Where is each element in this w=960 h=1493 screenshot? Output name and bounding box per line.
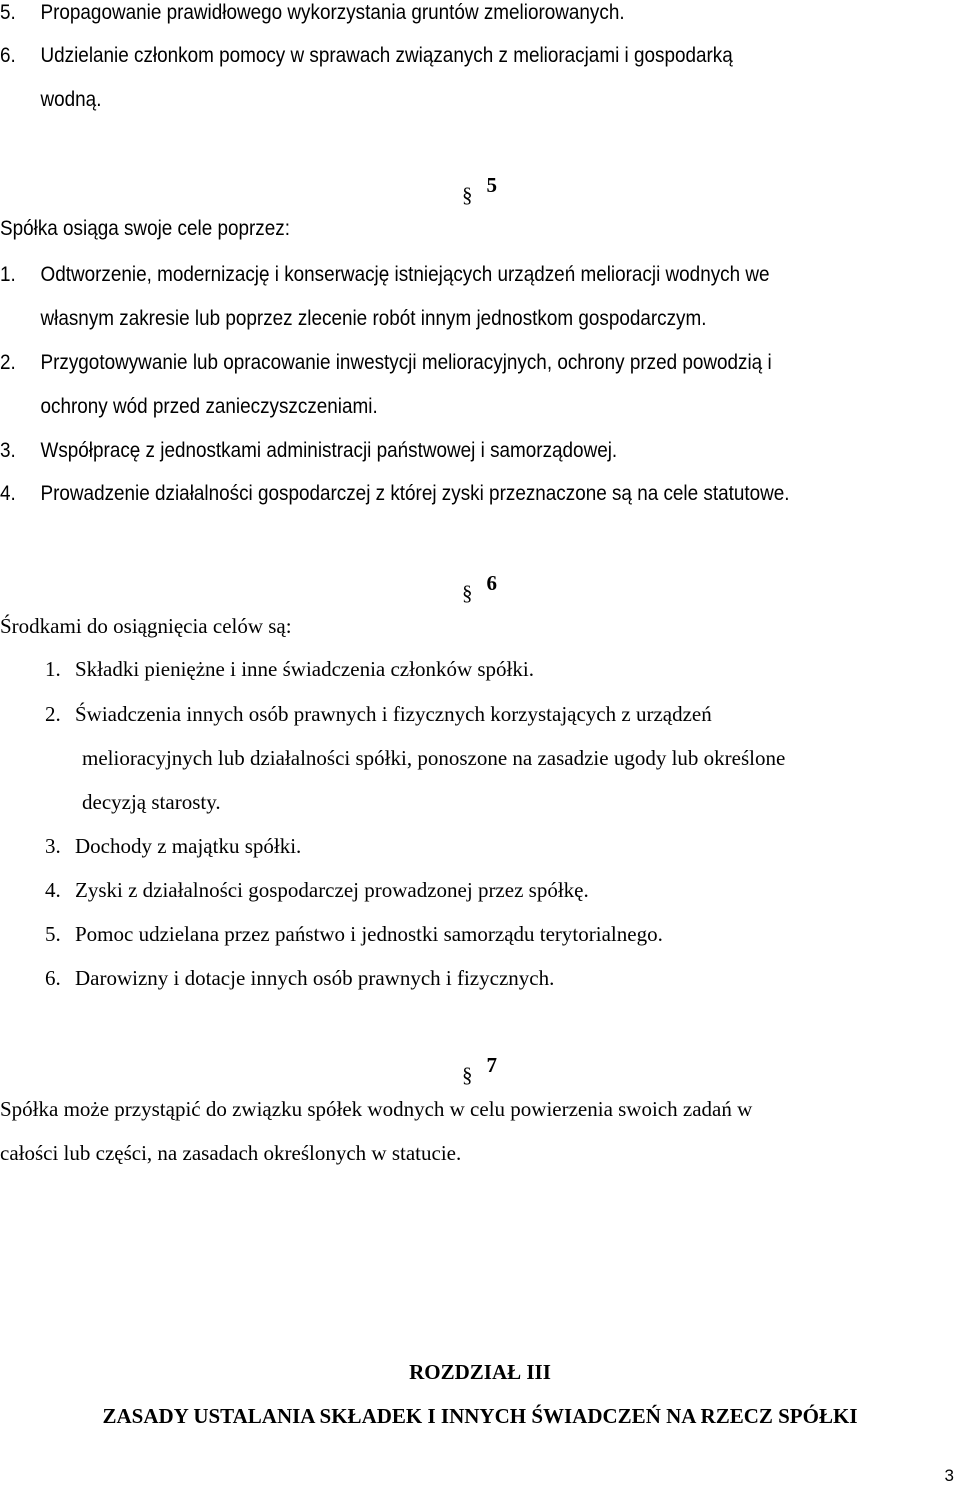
- list-item: 3. Współpracę z jednostkami administracji państwowej i samorządowej.: [0, 439, 618, 462]
- list-item: 1. Składki pieniężne i inne świadczenia członków spółki.: [45, 657, 534, 681]
- paragraph-line: Spółka może przystąpić do związku spółek wodnych w celu powierzenia swoich zadań w: [0, 1097, 753, 1121]
- paragraph-line: całości lub części, na zasadach określonych w statucie.: [0, 1141, 462, 1165]
- list-item-continuation: decyzją starosty.: [82, 790, 221, 814]
- list-item: 2. Przygotowywanie lub opracowanie inwestycji melioracyjnych, ochrony przed powodzią i: [0, 351, 772, 374]
- list-item: 4. Zyski z działalności gospodarczej prowadzonej przez spółkę.: [45, 878, 589, 902]
- section-heading-7: § 7: [462, 1053, 497, 1087]
- section-intro: Spółka osiąga swoje cele poprzez:: [0, 217, 290, 240]
- chapter-title: ROZDZIAŁ III: [409, 1360, 551, 1384]
- list-item: 4. Prowadzenie działalności gospodarczej z której zyski przeznaczone są na cele statutowe.: [0, 482, 790, 505]
- page-number: 3: [944, 1466, 954, 1485]
- list-item: 6. Udzielanie członkom pomocy w sprawach związanych z melioracjami i gospodarką: [0, 44, 733, 67]
- list-item: 1. Odtworzenie, modernizację i konserwację istniejących urządzeń melioracji wodnych we: [0, 263, 770, 286]
- list-item: 6. Darowizny i dotacje innych osób prawnych i fizycznych.: [45, 966, 555, 990]
- list-item: 2. Świadczenia innych osób prawnych i fizycznych korzystających z urządzeń: [45, 702, 712, 726]
- list-item-continuation: melioracyjnych lub działalności spółki, ponoszone na zasadzie ugody lub określone: [82, 746, 786, 770]
- section-intro: Środkami do osiągnięcia celów są:: [0, 614, 292, 638]
- section-heading-6: § 6: [462, 571, 497, 605]
- list-item: 5. Pomoc udzielana przez państwo i jednostki samorządu terytorialnego.: [45, 922, 663, 946]
- list-item-continuation: własnym zakresie lub poprzez zlecenie robót innym jednostkom gospodarczym.: [40, 307, 707, 330]
- list-item: 3. Dochody z majątku spółki.: [45, 834, 302, 858]
- chapter-subtitle: ZASADY USTALANIA SKŁADEK I INNYCH ŚWIADCZEŃ NA RZECZ SPÓŁKI: [102, 1404, 858, 1428]
- list-item-continuation: wodną.: [40, 88, 102, 111]
- section-heading-5: § 5: [462, 173, 497, 207]
- list-item-continuation: ochrony wód przed zanieczyszczeniami.: [40, 395, 378, 418]
- list-item: 5. Propagowanie prawidłowego wykorzystania gruntów zmeliorowanych.: [0, 1, 625, 24]
